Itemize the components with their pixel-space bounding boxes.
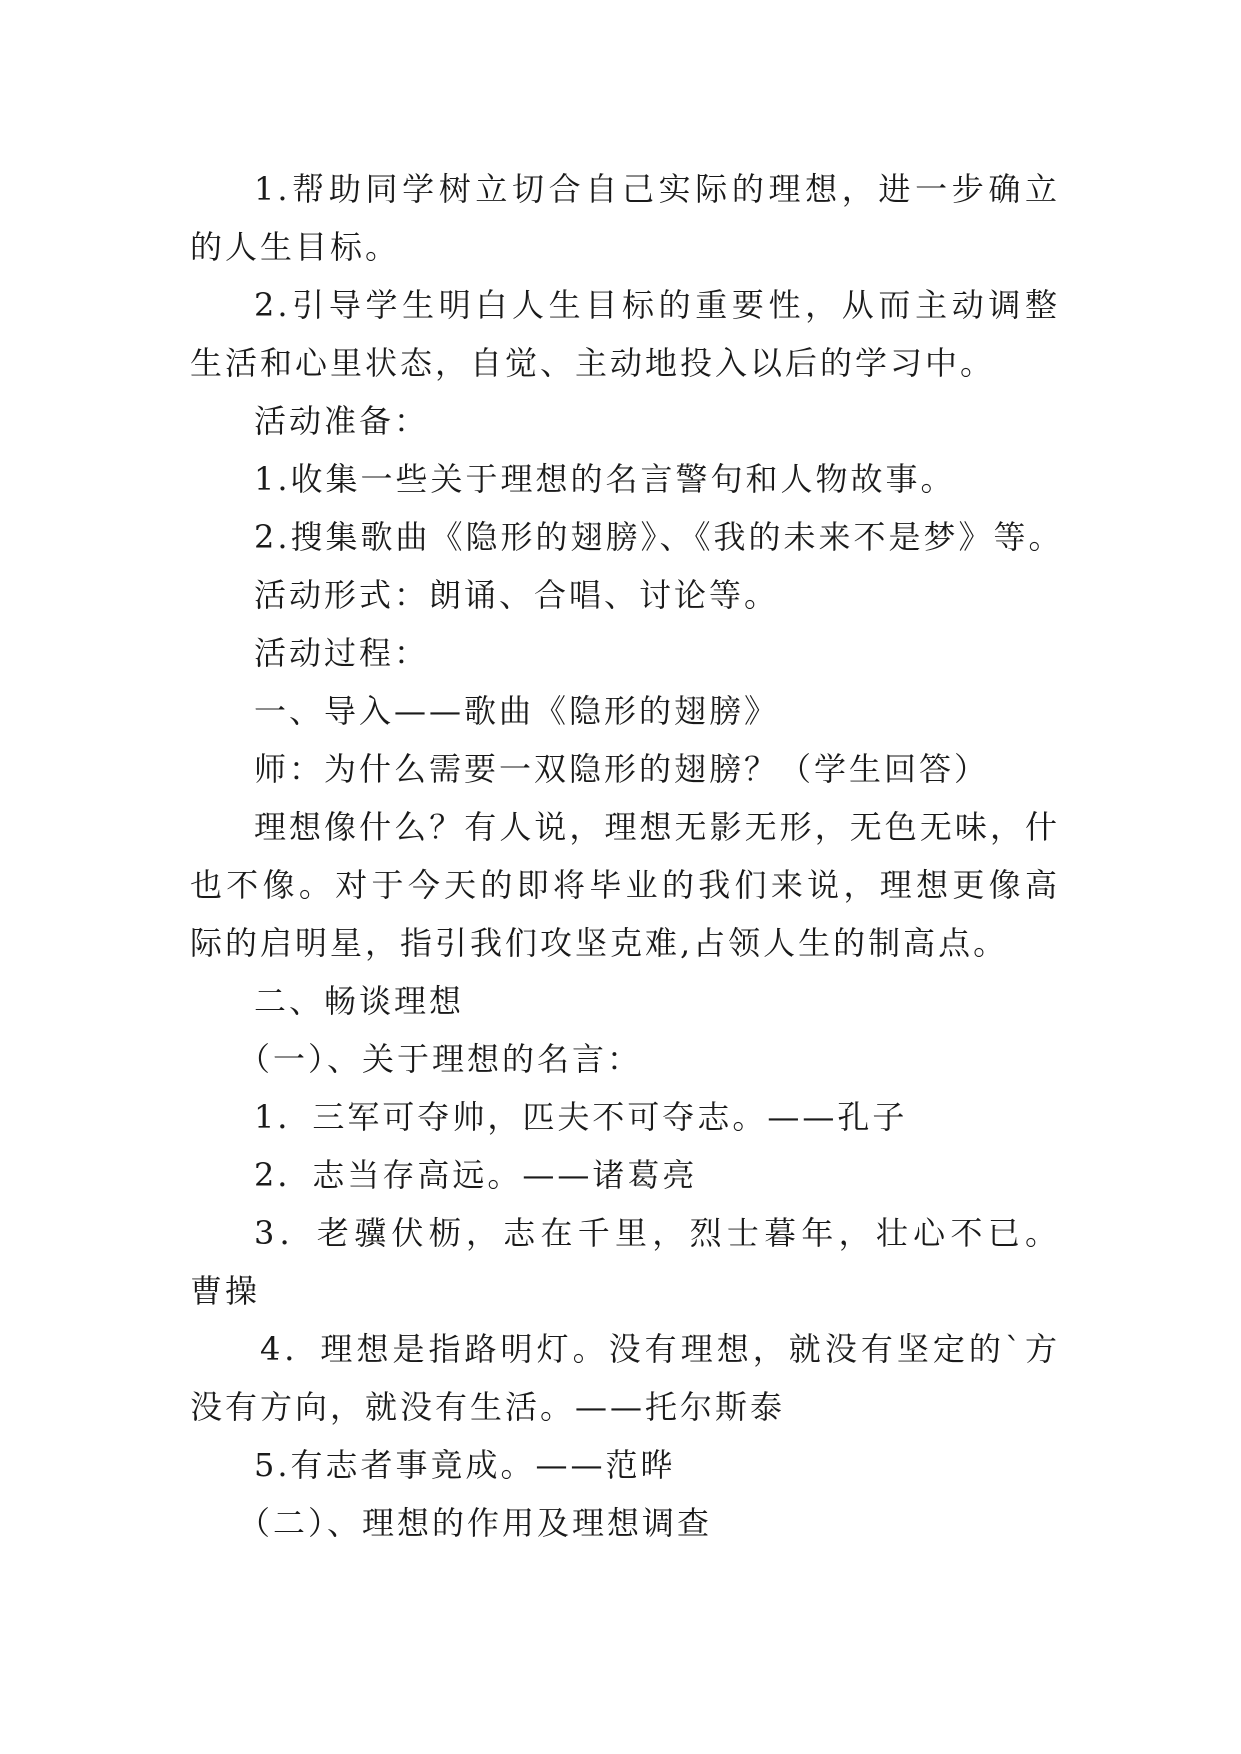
subsection-2-heading: （二）、理想的作用及理想调查 <box>238 1504 713 1542</box>
document-page <box>190 160 1064 1552</box>
goal-2-line-2: 生活和心里状态，自觉、主动地投入以后的学习中。 <box>190 344 996 382</box>
quote-1: 1．三军可夺帅，匹夫不可夺志。——孔子 <box>254 1098 908 1136</box>
quote-2: 2．志当存高远。——诸葛亮 <box>254 1156 698 1194</box>
preparation-item-1: 1.收集一些关于理想的名言警句和人物故事。 <box>254 460 956 498</box>
paragraph-line-2: 也不像。对于今天的即将毕业的我们来说，理想更像高 <box>190 866 1060 904</box>
process-heading: 活动过程： <box>254 634 430 672</box>
quote-4-line-1: 4．理想是指路明灯。没有理想，就没有坚定的`方 <box>260 1330 1060 1368</box>
section-1-heading: 一、导入——歌曲《隐形的翅膀》 <box>254 692 780 730</box>
quote-3-line-1: 3．老骥伏枥，志在千里，烈士暮年，壮心不已。 <box>254 1214 1060 1252</box>
goal-1-line-1: 1.帮助同学树立切合自己实际的理想，进一步确立 <box>254 170 1060 208</box>
goal-2-line-1: 2.引导学生明白人生目标的重要性，从而主动调整 <box>254 286 1060 324</box>
goal-1-line-2: 的人生目标。 <box>190 228 401 266</box>
subsection-1-heading: （一）、关于理想的名言： <box>238 1040 643 1078</box>
preparation-item-2: 2.搜集歌曲《隐形的翅膀》、《我的未来不是梦》等。 <box>254 518 1064 556</box>
teacher-question: 师：为什么需要一双隐形的翅膀？（学生回答） <box>254 750 990 788</box>
paragraph-line-3: 际的启明星，指引我们攻坚克难,占领人生的制高点。 <box>190 924 1009 962</box>
quote-4-line-2: 没有方向，就没有生活。——托尔斯泰 <box>190 1388 786 1426</box>
quote-5: 5.有志者事竟成。——范晔 <box>254 1446 676 1484</box>
quote-3-line-2: 曹操 <box>190 1272 261 1310</box>
paragraph-line-1: 理想像什么？有人说，理想无影无形，无色无味，什 <box>254 808 1060 846</box>
activity-format: 活动形式：朗诵、合唱、讨论等。 <box>254 576 780 614</box>
preparation-heading: 活动准备： <box>254 402 430 440</box>
section-2-heading: 二、畅谈理想 <box>254 982 465 1020</box>
